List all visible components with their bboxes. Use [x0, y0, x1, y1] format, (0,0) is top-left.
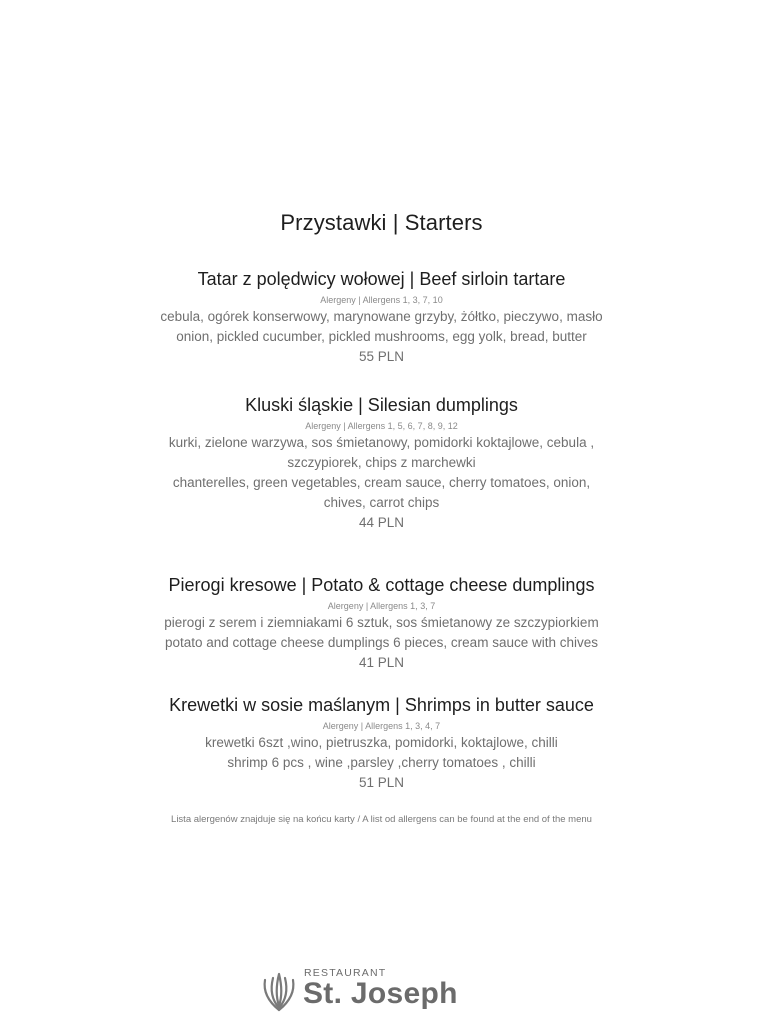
dish-name: Krewetki w sosie maślanym | Shrimps in butter sauce [169, 695, 594, 715]
dish-item [120, 392, 643, 533]
section-title: Przystawki | Starters [280, 210, 483, 235]
dish-description-line: onion, pickled cucumber, pickled mushrooms, egg yolk, bread, butter [176, 329, 587, 344]
leaf-emblem-icon [259, 970, 299, 1012]
dish-description-line: shrimp 6 pcs , wine ,parsley ,cherry tomatoes , chilli [227, 755, 536, 770]
dish-name: Pierogi kresowe | Potato & cottage cheese dumplings [168, 575, 595, 595]
dish-description-line: szczypiorek, chips z marchewki [287, 455, 476, 470]
dish-allergens: Alergeny | Allergens 1, 5, 6, 7, 8, 9, 12 [305, 421, 458, 431]
allergen-footnote: Lista alergenów znajduje się na końcu karty / A list od allergens can be found at the end of the menu [171, 814, 592, 825]
dish-price: 44 PLN [358, 515, 405, 530]
dish-price: 55 PLN [358, 349, 405, 364]
dish-name: Kluski śląskie | Silesian dumplings [245, 395, 518, 415]
dish-item [120, 266, 643, 367]
dish-description-line: pierogi z serem i ziemniakami 6 sztuk, sos śmietanowy ze szczypiorkiem [164, 615, 599, 630]
logo-name: St. Joseph [303, 977, 458, 1010]
dish-description-line: krewetki 6szt ,wino, pietruszka, pomidorki, koktajlowe, chilli [205, 735, 558, 750]
dish-price: 51 PLN [358, 775, 405, 790]
restaurant-logo [259, 964, 489, 1014]
dish-price: 41 PLN [358, 655, 405, 670]
dish-description-line: chives, carrot chips [323, 495, 440, 510]
dish-item [120, 692, 643, 793]
dish-description-line: potato and cottage cheese dumplings 6 pieces, cream sauce with chives [164, 635, 598, 650]
dish-description-line: chanterelles, green vegetables, cream sauce, cherry tomatoes, onion, [172, 475, 591, 490]
dish-description-line: kurki, zielone warzywa, sos śmietanowy, pomidorki koktajlowe, cebula , [168, 435, 595, 450]
dish-item [120, 572, 643, 673]
dish-description-line: cebula, ogórek konserwowy, marynowane grzyby, żółtko, pieczywo, masło [160, 309, 603, 324]
dish-name: Tatar z polędwicy wołowej | Beef sirloin tartare [197, 269, 566, 289]
dish-allergens: Alergeny | Allergens 1, 3, 4, 7 [322, 721, 441, 731]
dish-allergens: Alergeny | Allergens 1, 3, 7 [327, 601, 436, 611]
dish-allergens: Alergeny | Allergens 1, 3, 7, 10 [320, 295, 443, 305]
logo-subtitle: RESTAURANT [304, 967, 387, 979]
